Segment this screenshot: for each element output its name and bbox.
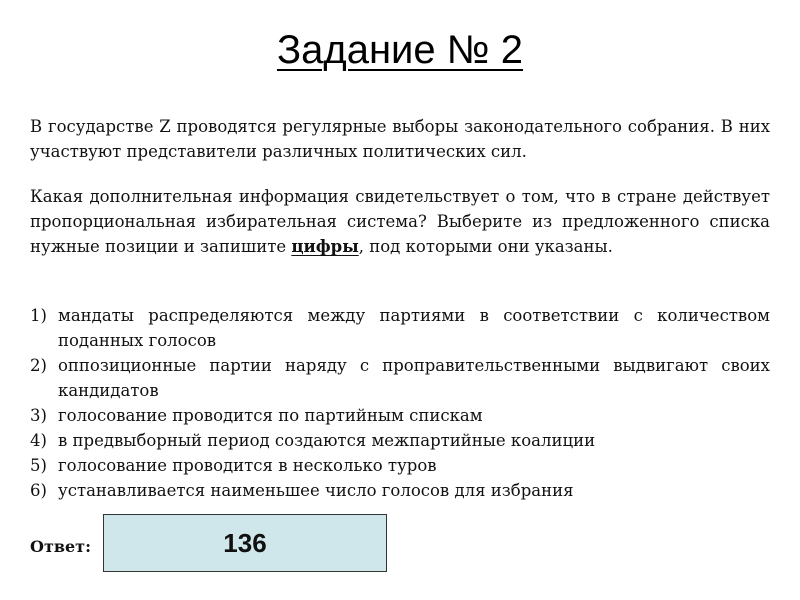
- option-item-3: [30, 403, 770, 428]
- option-number: 6): [30, 481, 47, 500]
- option-text: устанавливается наименьшее число голосов для избрания: [58, 481, 574, 500]
- option-text: голосование проводится в несколько туров: [58, 456, 437, 475]
- task-question: [30, 184, 770, 259]
- answer-box[interactable]: [103, 514, 387, 572]
- question-text-before: Какая дополнительная информация свидетельствует о том, что в стране действует пропорциональная избирательная система? Выберите из предложенного списка нужные позиции и запишите: [30, 187, 770, 256]
- answer-label: Ответ:: [30, 537, 91, 556]
- option-number: 4): [30, 431, 47, 450]
- option-number: 2): [30, 356, 47, 375]
- option-text: мандаты распределяются между партиями в соответствии с количеством поданных голосов: [58, 306, 770, 350]
- option-item-6: [30, 478, 770, 503]
- option-number: 1): [30, 306, 47, 325]
- option-item-1: [30, 303, 770, 353]
- option-number: 5): [30, 456, 47, 475]
- option-item-4: [30, 428, 770, 453]
- question-emphasis: цифры: [291, 237, 359, 256]
- option-item-5: [30, 453, 770, 478]
- page-title: Задание № 2: [276, 28, 524, 72]
- option-item-2: [30, 353, 770, 403]
- question-text-after: , под которыми они указаны.: [358, 237, 613, 256]
- option-text: голосование проводится по партийным спискам: [58, 406, 483, 425]
- option-text: оппозиционные партии наряду с проправительственными выдвигают своих кандидатов: [58, 356, 770, 400]
- option-text: в предвыборный период создаются межпартийные коалиции: [58, 431, 596, 450]
- options-list: [30, 303, 770, 503]
- task-intro: В государстве Z проводятся регулярные выборы законодательного собрания. В них участвуют представители различных политических сил.: [30, 117, 770, 161]
- answer-value: 136: [223, 527, 267, 558]
- option-number: 3): [30, 406, 47, 425]
